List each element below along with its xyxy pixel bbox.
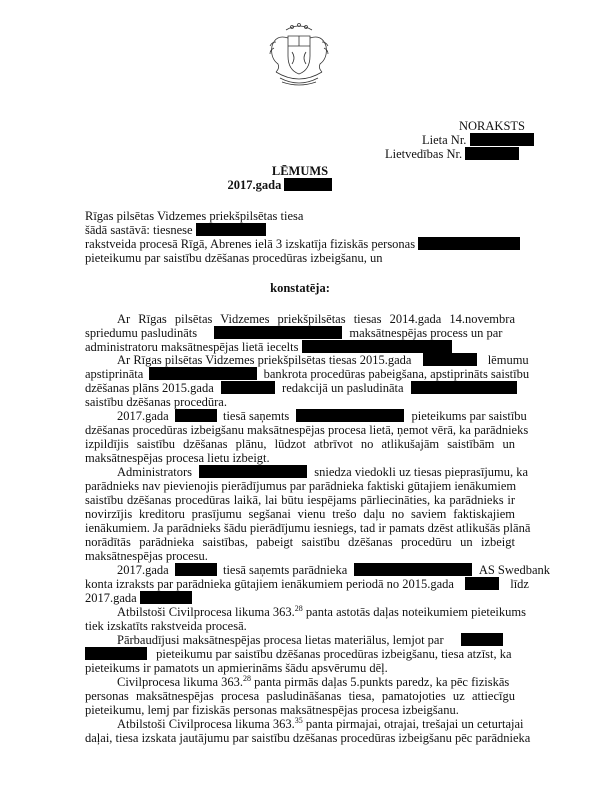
p6-line-1 — [117, 605, 526, 619]
noraksts-label: NORAKSTS — [459, 119, 525, 133]
redaction-block — [140, 591, 192, 604]
p4-line-7: maksātnespējas procesu. — [85, 549, 208, 563]
redaction-block — [175, 409, 217, 422]
p2-text: redakcijā un pasludināta — [282, 381, 404, 395]
p5-line-2 — [85, 577, 529, 591]
p4-line-6: norādītās parādnieka saistības, pabeigt saistību dzēšanas procedūru un izbeigt — [85, 535, 515, 549]
section-heading: konstatēja: — [270, 281, 330, 295]
redaction-block — [221, 381, 275, 394]
p5-text: līdz — [510, 577, 529, 591]
intro-line-4: pieteikumu par saistību dzēšanas procedūras izbeigšanu, un — [85, 251, 383, 265]
redaction-block — [175, 563, 217, 576]
document-title: LĒMUMS — [271, 164, 329, 178]
p9-superscript: 35 — [294, 715, 303, 725]
p9-line-1 — [117, 717, 524, 731]
p3-line-3: izpildījis saistību dzēšanas plānu, lūdzot atbrīvot no atlikušajām saistībām un — [85, 437, 515, 451]
p4-line-1 — [117, 465, 528, 479]
p8-line-1 — [117, 675, 509, 689]
p6-text: Atbilstoši Civilprocesa likuma 363. — [117, 605, 295, 619]
case-number-label: Lieta Nr. — [422, 133, 467, 147]
p9-line-2: daļai, tiesa izskata jautājumu par saistību dzēšanas procedūras izbeigšanu pēc parādnieka — [85, 731, 531, 745]
p1-line-1: Ar Rīgas pilsētas Vidzemes priekšpilsētas tiesas 2014.gada 14.novembra — [117, 312, 515, 326]
p2-line-4: saistību dzēšanas procedūra. — [85, 395, 227, 409]
p3-line-2: dzēšanas procedūras izbeigšanu maksātnespējas procesa lietā, ņemot vērā, ka parādnieks — [85, 423, 529, 437]
p4-line-4: novirzījis kreditoru prasījumu segšanai vienu trešo daļu no saviem faktiskajiem — [85, 507, 515, 521]
p4-line-5: ienākumiem. Ja parādnieks šādu pierādījumu iesniegs, tad ir pamats dzēst atlikušās plānā — [85, 521, 531, 535]
p3-text: pieteikums par saistību — [411, 409, 527, 423]
composition-text: šādā sastāvā: tiesnese — [85, 223, 193, 237]
redaction-block — [465, 577, 499, 590]
p1-line-3 — [85, 340, 452, 354]
document-date — [0, 178, 580, 192]
p3-line-4: maksātnespējas procesa lietu izbeigt. — [85, 451, 270, 465]
p2-text: apstiprināta — [85, 367, 144, 381]
p5-line-3 — [85, 591, 192, 605]
redaction-block — [470, 133, 534, 146]
p8-line-3: pieteikumu, lemj par fiziskās personas maksātnespējas procesa izbeigšanu. — [85, 703, 459, 717]
redaction-block — [465, 147, 519, 160]
redaction-block — [411, 381, 517, 394]
p5-text: 2017.gada — [117, 563, 169, 577]
intro-line-3 — [85, 237, 520, 251]
p6-line-2: tiek izskatīts rakstveida procesā. — [85, 619, 247, 633]
p7-line-2 — [85, 647, 512, 661]
redaction-block — [296, 409, 404, 422]
p3-text: 2017.gada — [117, 409, 169, 423]
court-name: Rīgas pilsētas Vidzemes priekšpilsētas tiesa — [85, 209, 304, 223]
p2-line-1 — [117, 353, 529, 367]
p2-text: bankrota procedūras pabeigšana, apstiprināts saistību — [263, 367, 530, 381]
court-composition — [85, 223, 266, 237]
p2-text: Ar Rīgas pilsētas Vidzemes priekšpilsētas tiesas 2015.gada — [117, 353, 412, 367]
redaction-block — [214, 326, 342, 339]
date-year: 2017.gada — [227, 178, 282, 192]
redaction-block — [418, 237, 520, 250]
p6-text: panta astotās daļas noteikumiem pieteikums — [302, 605, 526, 619]
p6-superscript: 28 — [294, 603, 303, 613]
p8-text: Civilprocesa likuma 363. — [117, 675, 244, 689]
redaction-block — [196, 223, 266, 236]
redaction-block — [461, 633, 503, 646]
p9-text: Atbilstoši Civilprocesa likuma 363. — [117, 717, 295, 731]
p9-text: panta pirmajai, otrajai, trešajai un ceturtajai — [302, 717, 524, 731]
p3-text: tiesā saņemts — [222, 409, 290, 423]
redaction-block — [149, 367, 257, 380]
redaction-block — [85, 647, 147, 660]
p2-text: lēmumu — [487, 353, 529, 367]
p1-text: maksātnespējas process un par — [349, 326, 503, 340]
intro-text: rakstveida procesā Rīgā, Abrenes ielā 3 izskatīja fiziskās personas — [85, 237, 416, 251]
p2-text: dzēšanas plāns 2015.gada — [85, 381, 214, 395]
p2-line-2 — [85, 367, 529, 381]
redaction-block — [302, 340, 452, 353]
p8-text: panta pirmās daļas 5.punkts paredz, ka pēc fiziskās — [251, 675, 510, 689]
p5-line-1 — [117, 563, 550, 577]
redaction-block — [354, 563, 472, 576]
p5-text: AS Swedbank — [478, 563, 550, 577]
coat-of-arms-emblem — [262, 22, 336, 92]
p7-text: Pārbaudījusi maksātnespējas procesa lietas materiālus, lemjot par — [117, 633, 444, 647]
p5-text: konta izraksts par parādnieka gūtajiem ienākumiem periodā no 2015.gada — [85, 577, 454, 591]
p3-line-1 — [117, 409, 527, 423]
p4-line-2: parādnieks nav pievienojis pierādījumus par parādnieka faktiski gūtajiem ienākumiem — [85, 479, 517, 493]
redaction-block — [423, 353, 477, 366]
p4-text: sniedza viedokli uz tiesas pieprasījumu, ka — [314, 465, 529, 479]
p5-text: 2017.gada — [85, 591, 137, 605]
p1-text: administratoru maksātnespējas lietā iecelts — [85, 340, 299, 354]
p2-line-3 — [85, 381, 517, 395]
p7-line-1 — [117, 633, 503, 647]
registry-number-label: Lietvedības Nr. — [385, 147, 463, 161]
p7-line-3: pieteikums ir pamatots un apmierināms šādu apsvērumu dēļ. — [85, 661, 388, 675]
case-number — [422, 133, 534, 147]
p7-text: pieteikumu par saistību dzēšanas procedūras izbeigšanu, tiesa atzīst, ka — [156, 647, 512, 661]
registry-number — [385, 147, 519, 161]
p4-line-3: saistību dzēšanas procedūras laikā, lai būtu iespējams pārliecināties, ka parādnieks ir — [85, 493, 515, 507]
p8-line-2: personas maksātnespējas procesa pasludināšanas tiesa, pamatojoties uz attiecīgu — [85, 689, 515, 703]
p1-line-2 — [85, 326, 515, 340]
redaction-block — [284, 178, 332, 191]
p1-text: spriedumu pasludināts — [85, 326, 198, 340]
redaction-block — [199, 465, 307, 478]
p8-superscript: 28 — [243, 673, 252, 683]
p4-text: Administrators — [117, 465, 192, 479]
p5-text: tiesā saņemts parādnieka — [222, 563, 348, 577]
